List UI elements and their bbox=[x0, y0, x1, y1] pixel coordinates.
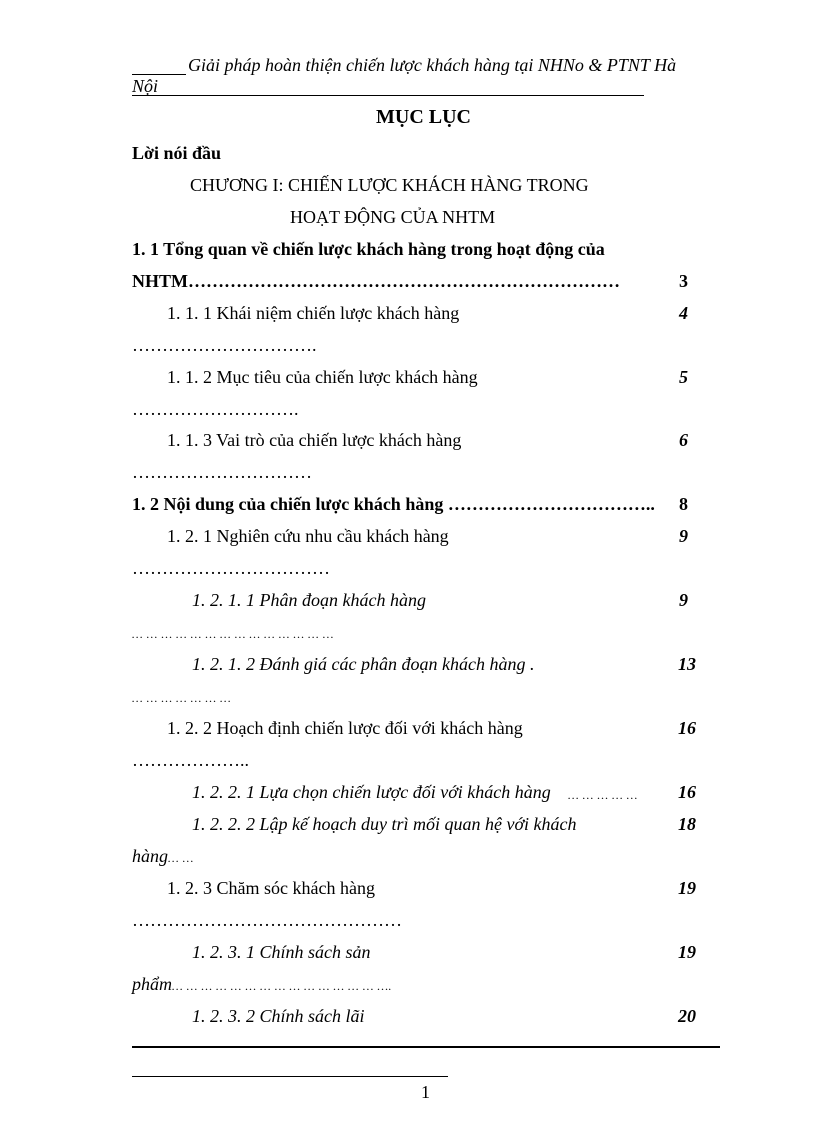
toc-page-1-1-2: 5 bbox=[679, 367, 688, 387]
toc-entry-1-2-3-2: 1. 2. 3. 2 Chính sách lãi bbox=[192, 1006, 365, 1026]
toc-cont-word: phẩm bbox=[132, 974, 172, 994]
toc-leader-1-1-1: …………………………. bbox=[132, 335, 317, 355]
header-underline bbox=[132, 95, 644, 96]
toc-entry-1-2-3-1: 1. 2. 3. 1 Chính sách sản bbox=[192, 942, 371, 962]
toc-page-1-2-1-1: 9 bbox=[679, 590, 688, 610]
toc-page-1-2-1-2: 13 bbox=[678, 654, 696, 674]
toc-entry-1-1: 1. 1 Tổng quan về chiến lược khách hàng trong hoạt động của bbox=[132, 239, 605, 259]
toc-page-1-1: 3 bbox=[679, 271, 688, 291]
footer-rule bbox=[132, 1046, 720, 1048]
toc-leader-1-2-1-2: … … … … … … … bbox=[132, 691, 232, 705]
toc-leader-1-1-3: ………………………… bbox=[132, 462, 312, 482]
toc-leader-1-2-3: ……………………………………… bbox=[132, 910, 402, 930]
toc-entry-1-2-1: 1. 2. 1 Nghiên cứu nhu cầu khách hàng bbox=[167, 526, 449, 546]
toc-entry-1-2: 1. 2 Nội dung của chiến lược khách hàng …………………………….. bbox=[132, 494, 655, 514]
toc-cont-dots: … … … … … … … … … … … … … … …. bbox=[172, 979, 393, 993]
toc-dots-1-2-2-1: … … … … … bbox=[568, 788, 638, 802]
toc-entry-1-1-2: 1. 1. 2 Mục tiêu của chiến lược khách hàng bbox=[167, 367, 478, 387]
toc-page-1-2-2-1: 16 bbox=[678, 782, 696, 802]
toc-cont-dots: … … bbox=[168, 851, 194, 865]
page-title: MỤC LỤC bbox=[376, 106, 471, 128]
toc-page-1-2-3: 19 bbox=[678, 878, 696, 898]
toc-entry-1-2-2-2-cont bbox=[132, 846, 194, 867]
running-header-line2: Nội bbox=[132, 76, 159, 96]
toc-entry-1-2-3: 1. 2. 3 Chăm sóc khách hàng bbox=[167, 878, 375, 898]
toc-page-1-1-1: 4 bbox=[679, 303, 688, 323]
toc-leader-1-1-2: ………………………. bbox=[132, 399, 299, 419]
toc-leader-1-2-1: …………………………… bbox=[132, 558, 330, 578]
toc-page-1-1-3: 6 bbox=[679, 430, 688, 450]
toc-page-1-2-3-1: 19 bbox=[678, 942, 696, 962]
toc-leader-1-2-1-1: … … … … … … … … … … … … … … bbox=[132, 627, 334, 641]
toc-entry-1-1-cont: NHTM……………………………………………………………… bbox=[132, 271, 620, 291]
running-header-line1: Giải pháp hoàn thiện chiến lược khách hàng tại NHNo & PTNT Hà bbox=[188, 55, 677, 75]
toc-entry-1-2-2: 1. 2. 2 Hoạch định chiến lược đối với khách hàng bbox=[167, 718, 523, 738]
toc-page-1-2: 8 bbox=[679, 494, 688, 514]
header-underline-lead bbox=[132, 74, 186, 75]
toc-leader-1-2-2: ……………….. bbox=[132, 750, 249, 770]
preface-heading: Lời nói đầu bbox=[132, 143, 222, 163]
toc-page-1-2-2-2: 18 bbox=[678, 814, 696, 834]
toc-entry-1-2-3-1-cont bbox=[132, 974, 392, 995]
toc-entry-1-2-1-2: 1. 2. 1. 2 Đánh giá các phân đoạn khách hàng . bbox=[192, 654, 535, 674]
toc-cont-word: hàng bbox=[132, 846, 168, 866]
footer-underline bbox=[132, 1076, 448, 1077]
toc-page-1-2-3-2: 20 bbox=[678, 1006, 696, 1026]
page-number: 1 bbox=[421, 1082, 430, 1102]
toc-entry-1-2-2-2: 1. 2. 2. 2 Lập kế hoạch duy trì mối quan hệ với khách bbox=[192, 814, 577, 834]
toc-page-1-2-2: 16 bbox=[678, 718, 696, 738]
chapter-title-line1: CHƯƠNG I: CHIẾN LƯỢC KHÁCH HÀNG TRONG bbox=[190, 175, 589, 195]
toc-entry-1-2-2-1: 1. 2. 2. 1 Lựa chọn chiến lược đối với khách hàng bbox=[192, 782, 551, 802]
chapter-title-line2: HOẠT ĐỘNG CỦA NHTM bbox=[290, 207, 496, 227]
toc-entry-1-1-1: 1. 1. 1 Khái niệm chiến lược khách hàng bbox=[167, 303, 460, 323]
toc-entry-1-2-1-1: 1. 2. 1. 1 Phân đoạn khách hàng bbox=[192, 590, 426, 610]
toc-page-1-2-1: 9 bbox=[679, 526, 688, 546]
toc-entry-1-1-3: 1. 1. 3 Vai trò của chiến lược khách hàng bbox=[167, 430, 462, 450]
